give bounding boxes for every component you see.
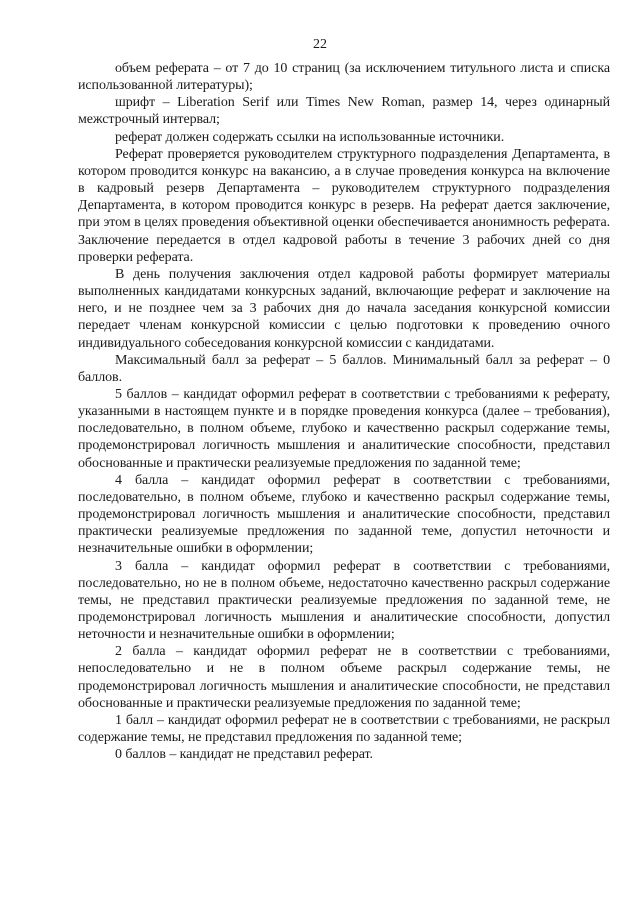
paragraph-review: Реферат проверяется руководителем структурного подразделения Департамента, в котором проводится конкурс на вакансию, а в случае проведения конкурса на включение в кадровый резерв Департамента – руководителем структурного подразделения Департамента, в котором проводится конкурс в резерв. На реферат дается заключение, при этом в целях проведения объективной оценки обеспечивается анонимность реферата. Заключение передается в отдел кадровой работы в течение 3 рабочих дней со дня проверки реферата. (78, 146, 610, 265)
paragraph-score-2: 2 балла – кандидат оформил реферат не в соответствии с требованиями, непоследовательно и не в полном объеме раскрыл содержание темы, не продемонстрировал логичность мышления и аналитические способности, не представил обоснованные и практически реализуемые предложения по заданной теме; (78, 644, 610, 711)
paragraph-materials: В день получения заключения отдел кадровой работы формирует материалы выполненных кандидатами конкурсных заданий, включающие реферат и заключение на него, и не позднее чем за 3 рабочих дня до начала заседания конкурсной комиссии передает членам конкурсной комиссии с целью подготовки к проведению очного индивидуального собеседования конкурсной комиссии с кандидатами. (78, 266, 610, 351)
paragraph-score-1: 1 балл – кандидат оформил реферат не в соответствии с требованиями, не раскрыл содержание темы, не представил предложения по заданной теме; (78, 712, 610, 746)
paragraph-score-5: 5 баллов – кандидат оформил реферат в соответствии с требованиями к реферату, указанными в настоящем пункте и в порядке проведения конкурса (далее – требования), последовательно, в полном объеме, глубоко и качественно раскрыл содержание темы, продемонстрировал логичность мышления и аналитические способности, представил обоснованные и практически реализуемые предложения по заданной теме; (78, 386, 610, 471)
paragraph-score-4: 4 балла – кандидат оформил реферат в соответствии с требованиями, последовательно, в полном объеме, глубоко и качественно раскрыл содержание темы, продемонстрировал логичность мышления и аналитические способности, представил практически реализуемые предложения по заданной теме, допустил неточности и незначительные ошибки в оформлении; (78, 472, 610, 557)
paragraph-score-range: Максимальный балл за реферат – 5 баллов. Минимальный балл за реферат – 0 баллов. (78, 352, 610, 385)
document-body (78, 60, 610, 763)
page-number: 22 (313, 37, 327, 52)
paragraph-font: шрифт – Liberation Serif или Times New Roman, размер 14, через одинарный межстрочный интервал; (78, 95, 610, 128)
paragraph-references: реферат должен содержать ссылки на использованные источники. (115, 129, 505, 145)
paragraph-score-0: 0 баллов – кандидат не представил реферат. (115, 747, 373, 763)
paragraph-score-3: 3 балла – кандидат оформил реферат в соответствии с требованиями, последовательно, но не в полном объеме, недостаточно качественно раскрыл содержание темы, не представил практически реализуемые предложения по заданной теме, не продемонстрировал логичность мышления и аналитические способности, допустил неточности и незначительные ошибки в оформлении; (78, 558, 610, 643)
paragraph-volume: объем реферата – от 7 до 10 страниц (за исключением титульного листа и списка использованной литературы); (78, 61, 610, 94)
